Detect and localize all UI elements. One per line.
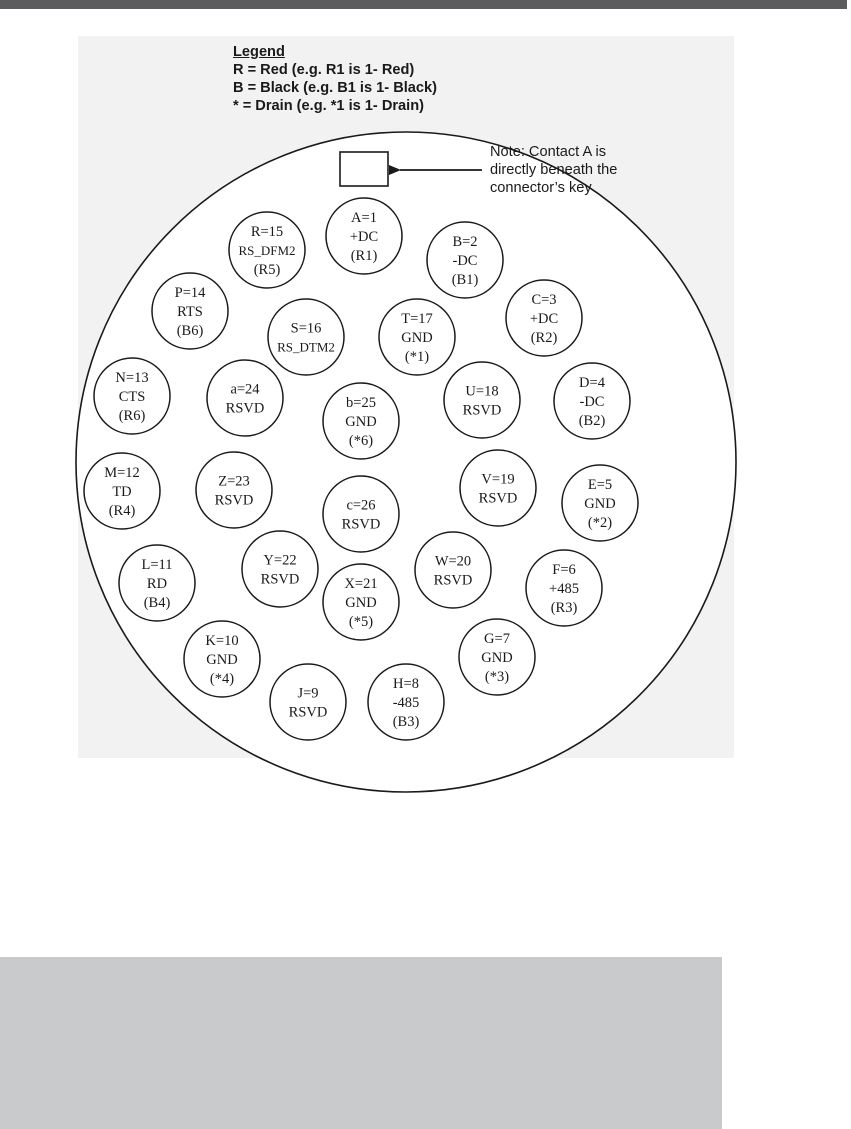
pin-D-label-1: -DC — [579, 394, 605, 410]
pin-E-label-2: (*2) — [587, 515, 613, 531]
pin-E — [562, 465, 638, 541]
pin-F-label-0: F=6 — [552, 562, 576, 578]
pin-N — [94, 358, 170, 434]
pin-a — [207, 360, 283, 436]
pin-b-label-1: GND — [345, 414, 377, 430]
pin-M-label-2: (R4) — [108, 503, 136, 519]
pin-X-label-0: X=21 — [344, 576, 378, 592]
connector-key — [340, 152, 388, 186]
pin-Z-label-0: Z=23 — [218, 473, 250, 490]
pin-N-label-0: N=13 — [115, 370, 149, 386]
pin-L-label-2: (B4) — [143, 595, 171, 611]
pin-b-label-2: (*6) — [348, 433, 374, 449]
pin-B — [427, 222, 503, 298]
pin-M-label-1: TD — [112, 484, 132, 500]
pin-U-label-0: U=18 — [465, 383, 499, 400]
pin-F-label-1: +485 — [549, 581, 579, 597]
pin-A-label-0: A=1 — [351, 210, 377, 226]
pin-H-label-2: (B3) — [392, 714, 420, 730]
pin-c-label-1: RSVD — [341, 516, 381, 533]
pin-K-label-0: K=10 — [205, 633, 239, 649]
pin-D-label-2: (B2) — [578, 413, 606, 429]
pin-D — [554, 363, 630, 439]
pin-N-label-1: CTS — [118, 389, 146, 405]
pin-T-label-2: (*1) — [404, 349, 430, 365]
pin-R-label-1: RS_DFM2 — [238, 243, 296, 258]
pin-T-label-0: T=17 — [401, 311, 433, 327]
pin-G-label-2: (*3) — [484, 669, 510, 685]
legend-title: Legend — [233, 44, 285, 60]
pin-c — [323, 476, 399, 552]
note-line-3: connector’s key — [490, 180, 592, 196]
pin-E-label-0: E=5 — [587, 477, 613, 493]
pin-A-label-2: (R1) — [350, 248, 378, 264]
pin-P-label-1: RTS — [177, 304, 203, 320]
pin-K — [184, 621, 260, 697]
pin-W-circle — [415, 532, 491, 608]
pin-G-label-0: G=7 — [484, 631, 510, 647]
pin-S — [268, 299, 344, 375]
pin-V-label-1: RSVD — [478, 490, 518, 507]
pin-U — [444, 362, 520, 438]
pin-a-circle — [207, 360, 283, 436]
pin-a-label-0: a=24 — [230, 381, 260, 398]
pin-C-label-1: +DC — [529, 311, 559, 327]
pin-P — [152, 273, 228, 349]
pin-G-label-1: GND — [481, 650, 513, 666]
pin-H-label-0: H=8 — [393, 676, 419, 692]
pin-L — [119, 545, 195, 621]
pin-U-circle — [444, 362, 520, 438]
pin-Z-circle — [196, 452, 272, 528]
legend-line-drain: * = Drain (e.g. *1 is 1- Drain) — [233, 98, 424, 114]
pin-L-label-0: L=11 — [141, 557, 173, 573]
note-line-2: directly beneath the — [490, 162, 618, 178]
pin-Y — [242, 531, 318, 607]
pin-F-label-2: (R3) — [550, 600, 578, 616]
pin-J-label-1: RSVD — [288, 704, 328, 721]
pin-R-label-0: R=15 — [250, 224, 284, 240]
pin-S-label-1: RS_DTM2 — [277, 339, 335, 355]
pin-M-label-0: M=12 — [104, 465, 140, 481]
pin-b — [323, 383, 399, 459]
pin-J — [270, 664, 346, 740]
pin-S-circle — [268, 299, 344, 375]
pin-N-label-2: (R6) — [118, 408, 146, 424]
pin-V — [460, 450, 536, 526]
pin-C — [506, 280, 582, 356]
pin-X-label-2: (*5) — [348, 614, 374, 630]
pin-K-label-2: (*4) — [209, 671, 235, 687]
pin-Z — [196, 452, 272, 528]
pin-V-circle — [460, 450, 536, 526]
pin-M — [84, 453, 160, 529]
bottom-gray-box — [0, 957, 722, 1129]
pin-R — [229, 212, 305, 288]
pin-J-label-0: J=9 — [297, 685, 319, 702]
pin-Y-circle — [242, 531, 318, 607]
pin-G — [459, 619, 535, 695]
pin-Y-label-0: Y=22 — [263, 552, 297, 569]
pin-T — [379, 299, 455, 375]
pin-B-label-2: (B1) — [451, 272, 479, 288]
pin-K-label-1: GND — [206, 652, 238, 668]
pin-T-label-1: GND — [401, 330, 433, 346]
pin-W-label-1: RSVD — [433, 572, 473, 589]
pin-H-label-1: -485 — [392, 695, 420, 711]
pin-U-label-1: RSVD — [462, 402, 502, 419]
pin-A-label-1: +DC — [349, 229, 379, 245]
legend-line-red: R = Red (e.g. R1 is 1- Red) — [233, 62, 415, 78]
note-line-1: Note: Contact A is — [490, 144, 607, 160]
pin-B-label-0: B=2 — [452, 234, 478, 250]
pin-W-label-0: W=20 — [434, 553, 472, 570]
pin-J-circle — [270, 664, 346, 740]
pin-S-label-0: S=16 — [290, 320, 322, 337]
pin-C-label-2: (R2) — [530, 330, 558, 346]
pin-W — [415, 532, 491, 608]
pin-D-label-0: D=4 — [579, 375, 605, 391]
pin-b-label-0: b=25 — [346, 395, 376, 411]
pin-P-label-0: P=14 — [174, 285, 206, 301]
pin-E-label-1: GND — [584, 496, 616, 512]
pin-X — [323, 564, 399, 640]
pin-c-label-0: c=26 — [346, 497, 376, 514]
pin-X-label-1: GND — [345, 595, 377, 611]
pin-P-label-2: (B6) — [176, 323, 204, 339]
pin-c-circle — [323, 476, 399, 552]
pin-F — [526, 550, 602, 626]
pin-R-label-2: (R5) — [253, 262, 281, 278]
pin-B-label-1: -DC — [452, 253, 478, 269]
pin-H — [368, 664, 444, 740]
pin-A — [326, 198, 402, 274]
pin-Y-label-1: RSVD — [260, 571, 300, 588]
pin-a-label-1: RSVD — [225, 400, 265, 417]
legend-line-black: B = Black (e.g. B1 is 1- Black) — [233, 80, 437, 96]
pin-V-label-0: V=19 — [481, 471, 515, 488]
pin-L-label-1: RD — [146, 576, 168, 592]
pin-C-label-0: C=3 — [531, 292, 557, 308]
pin-Z-label-1: RSVD — [214, 492, 254, 509]
